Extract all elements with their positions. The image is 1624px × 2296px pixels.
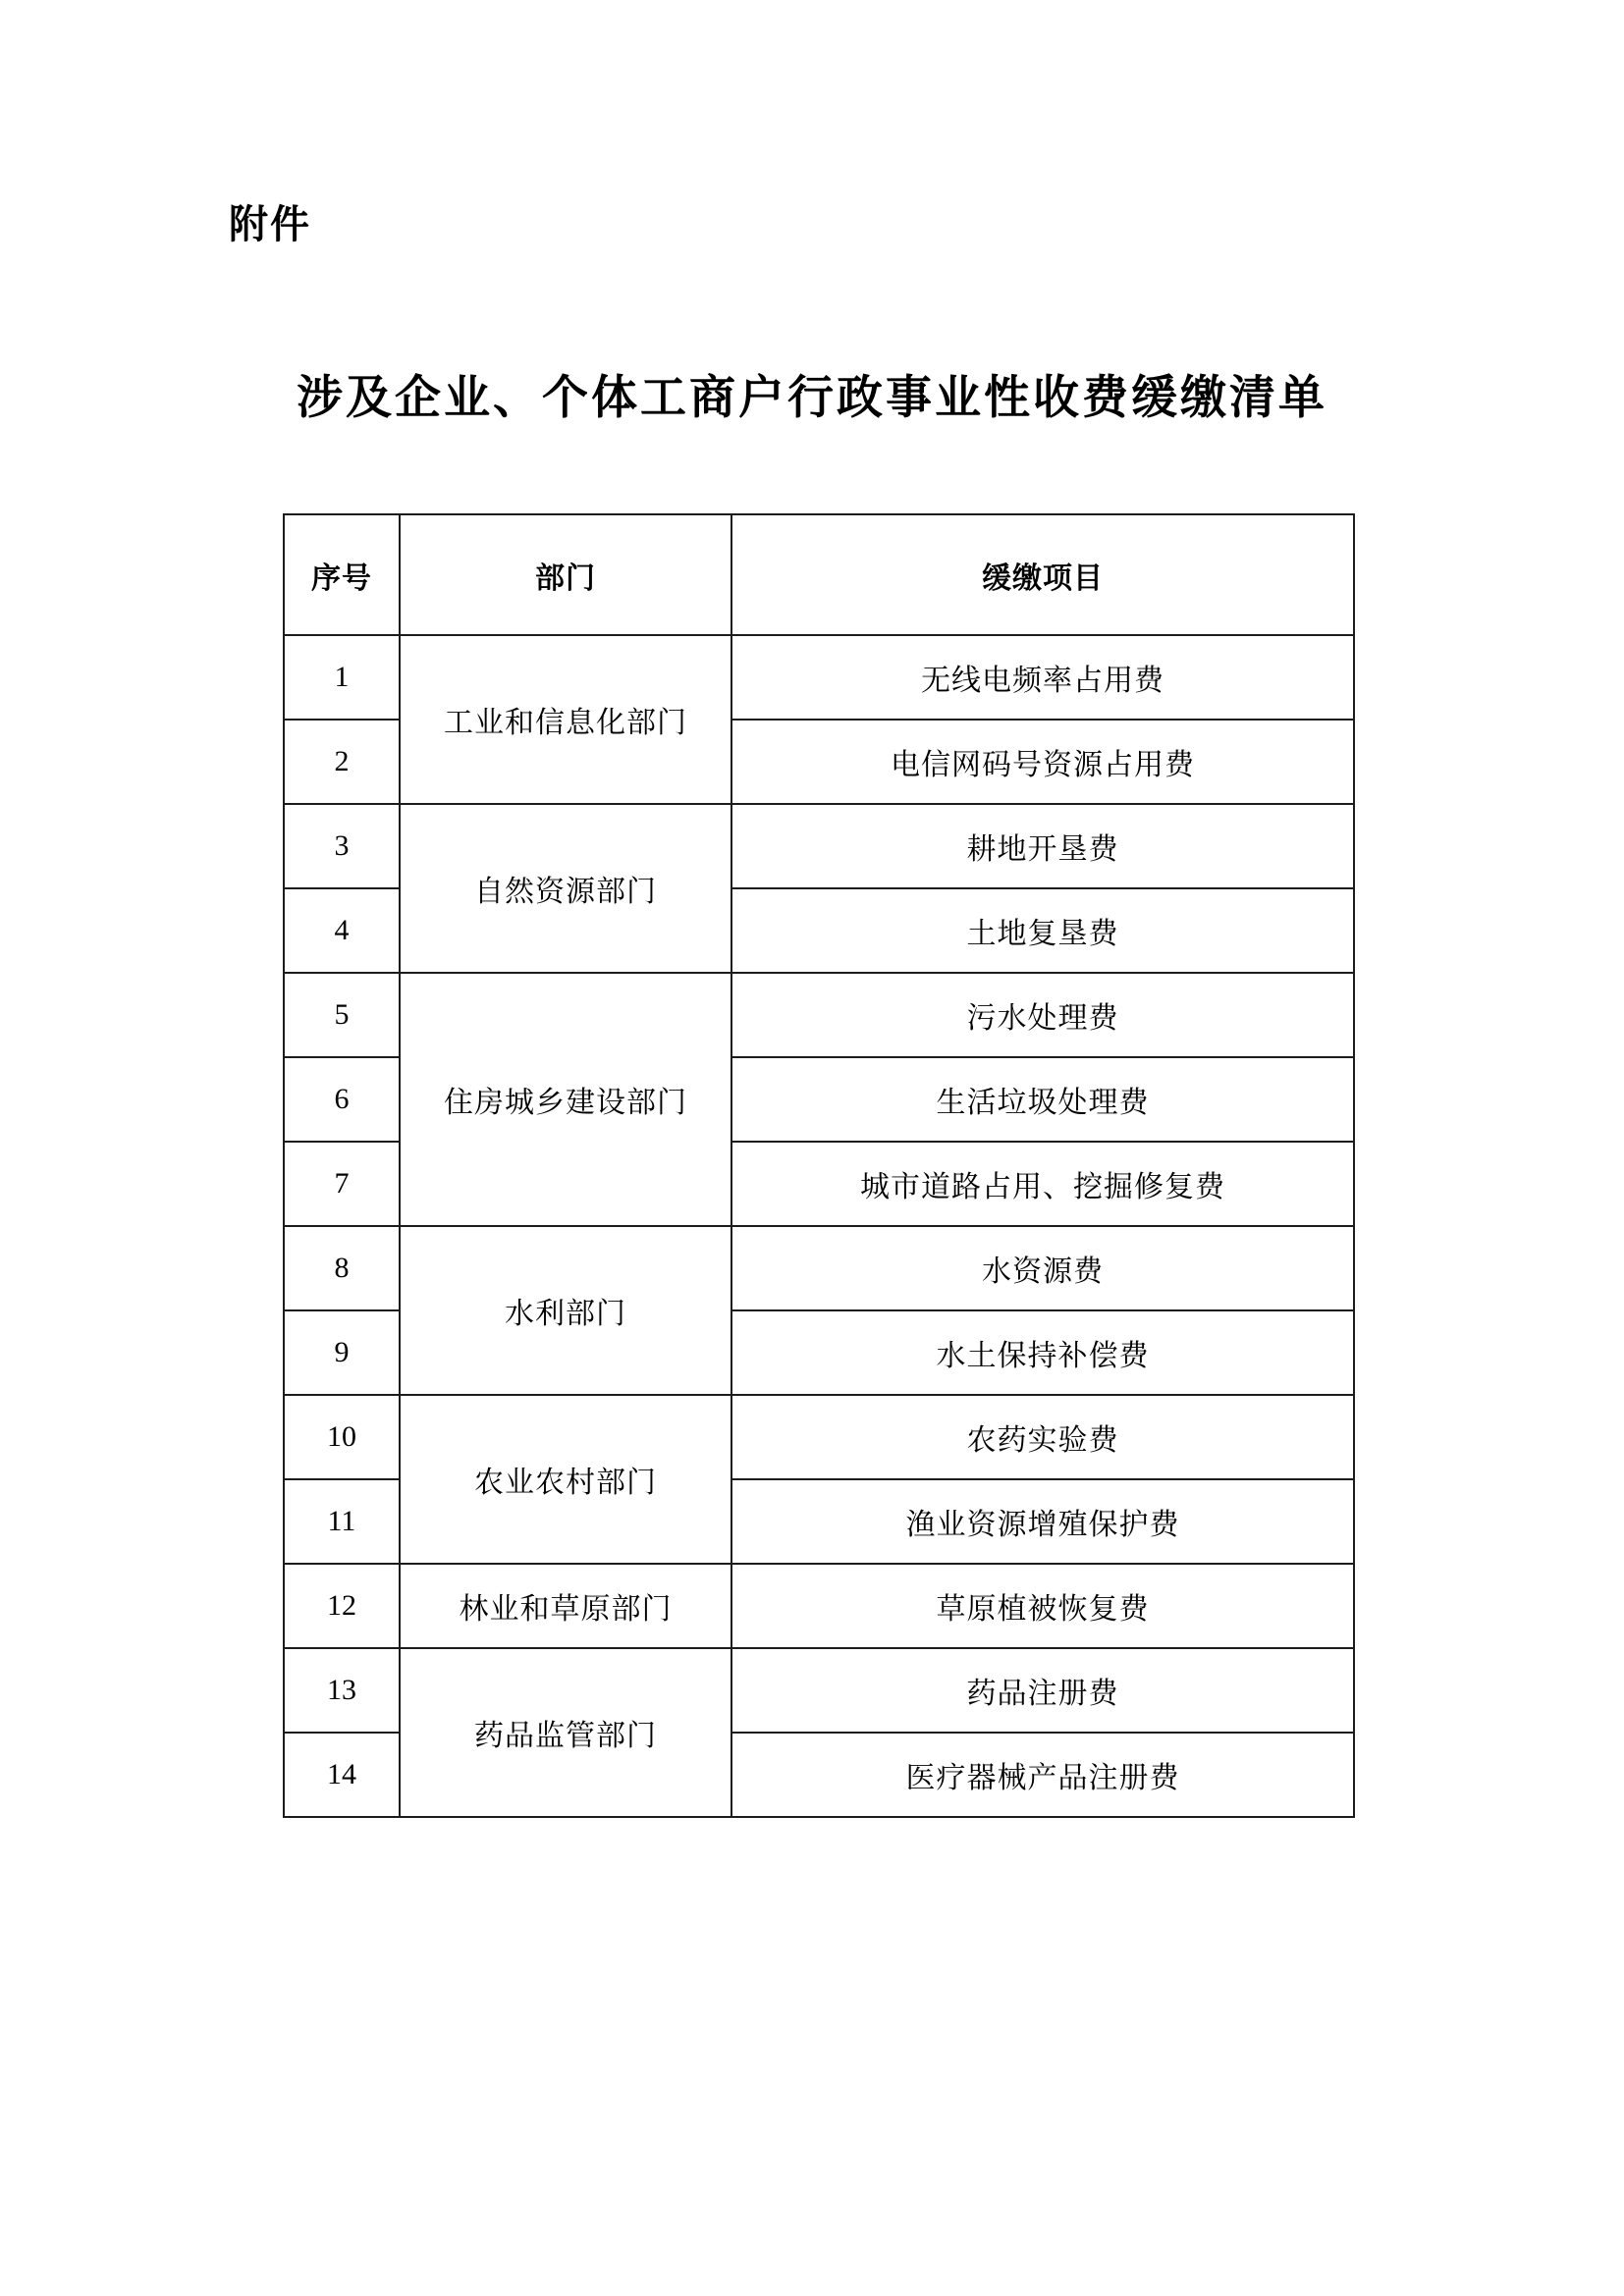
department-cell: 农业农村部门 bbox=[400, 1395, 731, 1564]
department-cell: 住房城乡建设部门 bbox=[400, 973, 731, 1226]
table-row bbox=[284, 1395, 1354, 1479]
fee-item: 草原植被恢复费 bbox=[731, 1564, 1354, 1648]
fee-item: 耕地开垦费 bbox=[731, 804, 1354, 888]
row-number: 4 bbox=[284, 888, 400, 973]
table-row bbox=[284, 635, 1354, 720]
department-cell: 工业和信息化部门 bbox=[400, 635, 731, 804]
attachment-label: 附件 bbox=[229, 203, 311, 246]
row-number: 12 bbox=[284, 1564, 400, 1648]
row-number: 9 bbox=[284, 1310, 400, 1395]
table-row bbox=[284, 1226, 1354, 1310]
fee-item: 无线电频率占用费 bbox=[731, 635, 1354, 720]
fee-item: 水土保持补偿费 bbox=[731, 1310, 1354, 1395]
header-item: 缓缴项目 bbox=[731, 514, 1354, 635]
header-department: 部门 bbox=[400, 514, 731, 635]
table-row bbox=[284, 1564, 1354, 1648]
fee-item: 城市道路占用、挖掘修复费 bbox=[731, 1142, 1354, 1226]
row-number: 11 bbox=[284, 1479, 400, 1564]
fee-item: 土地复垦费 bbox=[731, 888, 1354, 973]
department-cell: 药品监管部门 bbox=[400, 1648, 731, 1817]
row-number: 1 bbox=[284, 635, 400, 720]
fee-item: 农药实验费 bbox=[731, 1395, 1354, 1479]
row-number: 6 bbox=[284, 1057, 400, 1142]
department-cell: 林业和草原部门 bbox=[400, 1564, 731, 1648]
fee-item: 水资源费 bbox=[731, 1226, 1354, 1310]
header-index: 序号 bbox=[284, 514, 400, 635]
document-title: 涉及企业、个体工商户行政事业性收费缓缴清单 bbox=[297, 373, 1327, 424]
table-header-row bbox=[284, 514, 1354, 635]
fee-item: 药品注册费 bbox=[731, 1648, 1354, 1733]
row-number: 5 bbox=[284, 973, 400, 1057]
department-cell: 自然资源部门 bbox=[400, 804, 731, 973]
row-number: 3 bbox=[284, 804, 400, 888]
row-number: 7 bbox=[284, 1142, 400, 1226]
row-number: 8 bbox=[284, 1226, 400, 1310]
department-cell: 水利部门 bbox=[400, 1226, 731, 1395]
fee-item: 电信网码号资源占用费 bbox=[731, 720, 1354, 804]
table-row bbox=[284, 1648, 1354, 1733]
row-number: 14 bbox=[284, 1733, 400, 1817]
table-row bbox=[284, 973, 1354, 1057]
row-number: 13 bbox=[284, 1648, 400, 1733]
fee-deferral-table bbox=[283, 513, 1355, 1818]
fee-item: 污水处理费 bbox=[731, 973, 1354, 1057]
fee-item: 医疗器械产品注册费 bbox=[731, 1733, 1354, 1817]
row-number: 2 bbox=[284, 720, 400, 804]
fee-item: 渔业资源增殖保护费 bbox=[731, 1479, 1354, 1564]
row-number: 10 bbox=[284, 1395, 400, 1479]
table-row bbox=[284, 804, 1354, 888]
fee-item: 生活垃圾处理费 bbox=[731, 1057, 1354, 1142]
